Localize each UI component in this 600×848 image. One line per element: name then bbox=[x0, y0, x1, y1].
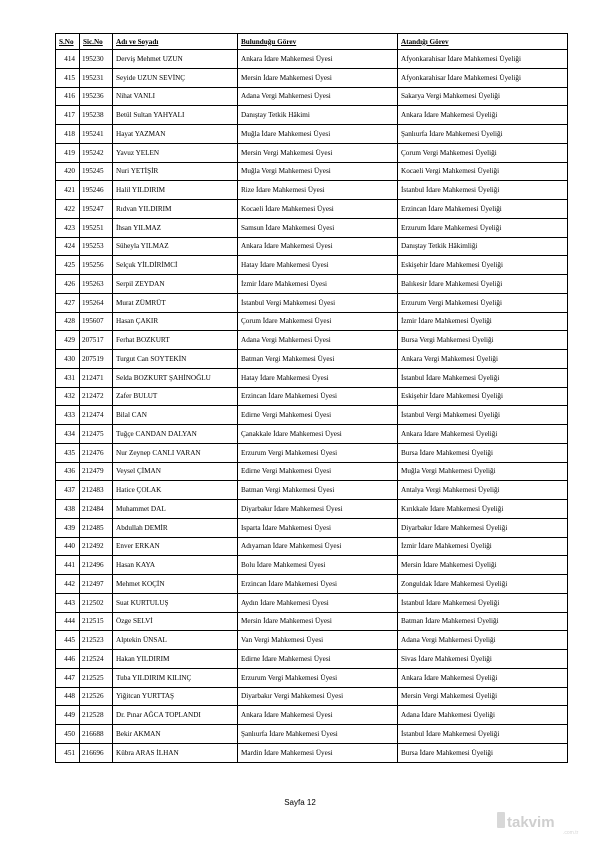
cell-assigned-position: Bursa İdare Mahkemesi Üyeliği bbox=[398, 443, 568, 462]
cell-current-position: Mersin İdare Mahkemesi Üyesi bbox=[238, 612, 398, 631]
cell-assigned-position: Antalya Vergi Mahkemesi Üyeliği bbox=[398, 481, 568, 500]
table-row bbox=[56, 143, 568, 162]
table-row bbox=[56, 275, 568, 294]
cell-assigned-position: İstanbul İdare Mahkemesi Üyeliği bbox=[398, 725, 568, 744]
cell-sicno: 195264 bbox=[80, 293, 113, 312]
cell-assigned-position: Ankara İdare Mahkemesi Üyeliği bbox=[398, 425, 568, 444]
cell-sno: 446 bbox=[56, 650, 80, 669]
cell-sno: 421 bbox=[56, 181, 80, 200]
cell-sicno: 212479 bbox=[80, 462, 113, 481]
table-row bbox=[56, 425, 568, 444]
cell-name: Özge SELVİ bbox=[113, 612, 238, 631]
cell-sicno: 212496 bbox=[80, 556, 113, 575]
cell-sno: 450 bbox=[56, 725, 80, 744]
cell-sicno: 195230 bbox=[80, 50, 113, 69]
cell-name: Rıdvan YILDIRIM bbox=[113, 200, 238, 219]
cell-sno: 444 bbox=[56, 612, 80, 631]
cell-sno: 416 bbox=[56, 87, 80, 106]
cell-sicno: 212474 bbox=[80, 406, 113, 425]
cell-sno: 422 bbox=[56, 200, 80, 219]
cell-name: Enver ERKAN bbox=[113, 537, 238, 556]
table-row bbox=[56, 556, 568, 575]
cell-sno: 442 bbox=[56, 575, 80, 594]
table-row bbox=[56, 462, 568, 481]
cell-name: Mehmet KOÇİN bbox=[113, 575, 238, 594]
cell-current-position: Diyarbakır Vergi Mahkemesi Üyesi bbox=[238, 687, 398, 706]
cell-assigned-position: İstanbul İdare Mahkemesi Üyeliği bbox=[398, 593, 568, 612]
cell-assigned-position: Erzincan İdare Mahkemesi Üyeliği bbox=[398, 200, 568, 219]
cell-sicno: 212525 bbox=[80, 668, 113, 687]
table-row bbox=[56, 387, 568, 406]
cell-name: Nihat VANLI bbox=[113, 87, 238, 106]
cell-name: Turgut Can SOYTEKİN bbox=[113, 350, 238, 369]
cell-name: Veysel ÇİMAN bbox=[113, 462, 238, 481]
cell-sno: 435 bbox=[56, 443, 80, 462]
cell-sicno: 195253 bbox=[80, 237, 113, 256]
cell-sicno: 212472 bbox=[80, 387, 113, 406]
table-row bbox=[56, 256, 568, 275]
cell-assigned-position: Mersin Vergi Mahkemesi Üyeliği bbox=[398, 687, 568, 706]
cell-name: Muhammet DAL bbox=[113, 500, 238, 519]
cell-current-position: Erzurum Vergi Mahkemesi Üyesi bbox=[238, 668, 398, 687]
table-row bbox=[56, 706, 568, 725]
table-row bbox=[56, 218, 568, 237]
cell-name: Seyide UZUN SEVİNÇ bbox=[113, 68, 238, 87]
cell-sicno: 207517 bbox=[80, 331, 113, 350]
cell-current-position: Mersin Vergi Mahkemesi Üyesi bbox=[238, 143, 398, 162]
page-number: Sayfa 12 bbox=[284, 798, 316, 807]
cell-sno: 424 bbox=[56, 237, 80, 256]
cell-name: Bilal CAN bbox=[113, 406, 238, 425]
cell-current-position: Ankara İdare Mahkemesi Üyesi bbox=[238, 237, 398, 256]
cell-name: Kübra ARAS İLHAN bbox=[113, 743, 238, 762]
cell-name: Murat ZÜMRÜT bbox=[113, 293, 238, 312]
table-row bbox=[56, 687, 568, 706]
cell-sno: 437 bbox=[56, 481, 80, 500]
cell-sicno: 212523 bbox=[80, 631, 113, 650]
cell-assigned-position: Balıkesir İdare Mahkemesi Üyeliği bbox=[398, 275, 568, 294]
cell-current-position: Erzurum Vergi Mahkemesi Üyesi bbox=[238, 443, 398, 462]
cell-current-position: İzmir İdare Mahkemesi Üyesi bbox=[238, 275, 398, 294]
cell-sno: 433 bbox=[56, 406, 80, 425]
cell-sicno: 195238 bbox=[80, 106, 113, 125]
cell-name: Selçuk YİLDİRİMCİ bbox=[113, 256, 238, 275]
cell-current-position: Edirne Vergi Mahkemesi Üyesi bbox=[238, 406, 398, 425]
cell-name: Serpil ZEYDAN bbox=[113, 275, 238, 294]
cell-name: Hakan YILDIRIM bbox=[113, 650, 238, 669]
table-row bbox=[56, 87, 568, 106]
cell-current-position: Isparta İdare Mahkemesi Üyesi bbox=[238, 518, 398, 537]
cell-sicno: 195607 bbox=[80, 312, 113, 331]
table-row bbox=[56, 331, 568, 350]
header-sicno: Sic.No bbox=[80, 34, 113, 50]
cell-current-position: Edirne İdare Mahkemesi Üyesi bbox=[238, 650, 398, 669]
cell-sno: 431 bbox=[56, 368, 80, 387]
cell-sno: 439 bbox=[56, 518, 80, 537]
cell-assigned-position: Afyonkarahisar İdare Mahkemesi Üyeliği bbox=[398, 50, 568, 69]
cell-sicno: 216696 bbox=[80, 743, 113, 762]
cell-name: Hasan KAYA bbox=[113, 556, 238, 575]
cell-sicno: 195242 bbox=[80, 143, 113, 162]
cell-sicno: 195245 bbox=[80, 162, 113, 181]
cell-current-position: Mardin İdare Mahkemesi Üyesi bbox=[238, 743, 398, 762]
cell-current-position: Adana Vergi Mahkemesi Üyesi bbox=[238, 331, 398, 350]
table-row bbox=[56, 443, 568, 462]
cell-assigned-position: İstanbul Vergi Mahkemesi Üyeliği bbox=[398, 406, 568, 425]
cell-sicno: 212475 bbox=[80, 425, 113, 444]
cell-name: İhsan YILMAZ bbox=[113, 218, 238, 237]
cell-sno: 451 bbox=[56, 743, 80, 762]
cell-assigned-position: Şanlıurfa İdare Mahkemesi Üyeliği bbox=[398, 125, 568, 144]
logo-mark bbox=[497, 812, 505, 828]
cell-sicno: 207519 bbox=[80, 350, 113, 369]
cell-current-position: Hatay İdare Mahkemesi Üyesi bbox=[238, 256, 398, 275]
cell-assigned-position: Bursa Vergi Mahkemesi Üyeliği bbox=[398, 331, 568, 350]
cell-current-position: Bolu İdare Mahkemesi Üyesi bbox=[238, 556, 398, 575]
cell-current-position: Rize İdare Mahkemesi Üyesi bbox=[238, 181, 398, 200]
cell-current-position: Kocaeli İdare Mahkemesi Üyesi bbox=[238, 200, 398, 219]
cell-name: Suat KURTULUŞ bbox=[113, 593, 238, 612]
table-row bbox=[56, 368, 568, 387]
cell-sno: 441 bbox=[56, 556, 80, 575]
table-row bbox=[56, 350, 568, 369]
cell-sno: 445 bbox=[56, 631, 80, 650]
cell-sicno: 195241 bbox=[80, 125, 113, 144]
cell-sno: 434 bbox=[56, 425, 80, 444]
cell-sno: 428 bbox=[56, 312, 80, 331]
cell-assigned-position: İzmir İdare Mahkemesi Üyeliği bbox=[398, 537, 568, 556]
table-row bbox=[56, 612, 568, 631]
cell-sno: 425 bbox=[56, 256, 80, 275]
cell-assigned-position: Adana Vergi Mahkemesi Üyeliği bbox=[398, 631, 568, 650]
table-row bbox=[56, 518, 568, 537]
cell-sno: 426 bbox=[56, 275, 80, 294]
table-row bbox=[56, 200, 568, 219]
cell-sno: 447 bbox=[56, 668, 80, 687]
table-row bbox=[56, 481, 568, 500]
cell-assigned-position: Mersin İdare Mahkemesi Üyeliği bbox=[398, 556, 568, 575]
takvim-logo bbox=[495, 806, 590, 838]
cell-assigned-position: Ankara İdare Mahkemesi Üyeliği bbox=[398, 106, 568, 125]
table-row bbox=[56, 293, 568, 312]
cell-name: Süheyla YILMAZ bbox=[113, 237, 238, 256]
cell-assigned-position: Çorum Vergi Mahkemesi Üyeliği bbox=[398, 143, 568, 162]
table-row bbox=[56, 537, 568, 556]
cell-current-position: Erzincan İdare Mahkemesi Üyesi bbox=[238, 387, 398, 406]
cell-sno: 420 bbox=[56, 162, 80, 181]
cell-current-position: Çorum İdare Mahkemesi Üyesi bbox=[238, 312, 398, 331]
header-sno: S.No bbox=[56, 34, 80, 50]
cell-assigned-position: Eskişehir İdare Mahkemesi Üyeliği bbox=[398, 387, 568, 406]
cell-current-position: Ankara İdare Mahkemesi Üyesi bbox=[238, 706, 398, 725]
cell-sicno: 212502 bbox=[80, 593, 113, 612]
cell-assigned-position: İstanbul İdare Mahkemesi Üyeliği bbox=[398, 181, 568, 200]
cell-sicno: 195251 bbox=[80, 218, 113, 237]
cell-assigned-position: Bursa İdare Mahkemesi Üyeliği bbox=[398, 743, 568, 762]
cell-assigned-position: Erzurum İdare Mahkemesi Üyeliği bbox=[398, 218, 568, 237]
cell-assigned-position: Sakarya Vergi Mahkemesi Üyeliği bbox=[398, 87, 568, 106]
table-row bbox=[56, 725, 568, 744]
cell-name: Hasan ÇAKIR bbox=[113, 312, 238, 331]
cell-name: Hayat YAZMAN bbox=[113, 125, 238, 144]
cell-sno: 449 bbox=[56, 706, 80, 725]
cell-sno: 414 bbox=[56, 50, 80, 69]
cell-current-position: Adana Vergi Mahkemesi Üyesi bbox=[238, 87, 398, 106]
cell-assigned-position: Diyarbakır İdare Mahkemesi Üyeliği bbox=[398, 518, 568, 537]
cell-sno: 432 bbox=[56, 387, 80, 406]
cell-name: Nur Zeynep CANLI VARAN bbox=[113, 443, 238, 462]
table-row bbox=[56, 50, 568, 69]
cell-assigned-position: Adana İdare Mahkemesi Üyeliği bbox=[398, 706, 568, 725]
cell-current-position: Diyarbakır İdare Mahkemesi Üyesi bbox=[238, 500, 398, 519]
cell-name: Zafer BULUT bbox=[113, 387, 238, 406]
cell-name: Halil YILDIRIM bbox=[113, 181, 238, 200]
table-row bbox=[56, 312, 568, 331]
cell-sno: 418 bbox=[56, 125, 80, 144]
cell-name: Ferhat BOZKURT bbox=[113, 331, 238, 350]
cell-assigned-position: Eskişehir İdare Mahkemesi Üyeliği bbox=[398, 256, 568, 275]
cell-assigned-position: İzmir İdare Mahkemesi Üyeliği bbox=[398, 312, 568, 331]
cell-sno: 415 bbox=[56, 68, 80, 87]
cell-assigned-position: Afyonkarahisar İdare Mahkemesi Üyeliği bbox=[398, 68, 568, 87]
cell-name: Yiğitcan YURTTAŞ bbox=[113, 687, 238, 706]
cell-current-position: Edirne Vergi Mahkemesi Üyesi bbox=[238, 462, 398, 481]
cell-sicno: 212484 bbox=[80, 500, 113, 519]
cell-current-position: Hatay İdare Mahkemesi Üyesi bbox=[238, 368, 398, 387]
cell-current-position: Mersin İdare Mahkemesi Üyesi bbox=[238, 68, 398, 87]
cell-sicno: 195247 bbox=[80, 200, 113, 219]
cell-name: Hatice ÇOLAK bbox=[113, 481, 238, 500]
cell-assigned-position: Ankara İdare Mahkemesi Üyeliği bbox=[398, 668, 568, 687]
table-row bbox=[56, 125, 568, 144]
cell-name: Tuğçe CANDAN DALYAN bbox=[113, 425, 238, 444]
cell-sicno: 195246 bbox=[80, 181, 113, 200]
cell-sno: 423 bbox=[56, 218, 80, 237]
table-row bbox=[56, 181, 568, 200]
table-row bbox=[56, 593, 568, 612]
cell-sicno: 212476 bbox=[80, 443, 113, 462]
cell-assigned-position: Batman İdare Mahkemesi Üyeliği bbox=[398, 612, 568, 631]
header-assigned-position: Atandığı Görev bbox=[398, 34, 568, 50]
logo-suffix: .com.tr bbox=[563, 830, 579, 836]
cell-sicno: 195256 bbox=[80, 256, 113, 275]
cell-name: Alptekin ÜNSAL bbox=[113, 631, 238, 650]
cell-current-position: Batman Vergi Mahkemesi Üyesi bbox=[238, 481, 398, 500]
cell-name: Tuba YILDIRIM KILINÇ bbox=[113, 668, 238, 687]
cell-name: Bekir AKMAN bbox=[113, 725, 238, 744]
cell-name: Selda BOZKURT ŞAHİNOĞLU bbox=[113, 368, 238, 387]
cell-current-position: Batman Vergi Mahkemesi Üyesi bbox=[238, 350, 398, 369]
table-row bbox=[56, 68, 568, 87]
cell-sno: 448 bbox=[56, 687, 80, 706]
cell-current-position: Şanlıurfa İdare Mahkemesi Üyesi bbox=[238, 725, 398, 744]
cell-sicno: 212526 bbox=[80, 687, 113, 706]
cell-sno: 438 bbox=[56, 500, 80, 519]
cell-assigned-position: Sivas İdare Mahkemesi Üyeliği bbox=[398, 650, 568, 669]
table-row bbox=[56, 500, 568, 519]
cell-current-position: Muğla Vergi Mahkemesi Üyesi bbox=[238, 162, 398, 181]
cell-sicno: 212471 bbox=[80, 368, 113, 387]
cell-name: Abdullah DEMİR bbox=[113, 518, 238, 537]
header-row bbox=[56, 34, 568, 50]
appointment-table bbox=[55, 33, 568, 763]
cell-sicno: 216688 bbox=[80, 725, 113, 744]
cell-sicno: 212528 bbox=[80, 706, 113, 725]
cell-sicno: 195263 bbox=[80, 275, 113, 294]
cell-sicno: 212492 bbox=[80, 537, 113, 556]
cell-sno: 443 bbox=[56, 593, 80, 612]
logo-text: takvim bbox=[507, 814, 555, 831]
cell-name: Nuri YETİŞİR bbox=[113, 162, 238, 181]
cell-sicno: 212524 bbox=[80, 650, 113, 669]
cell-sno: 427 bbox=[56, 293, 80, 312]
cell-assigned-position: Ankara Vergi Mahkemesi Üyeliği bbox=[398, 350, 568, 369]
cell-assigned-position: Erzurum Vergi Mahkemesi Üyeliği bbox=[398, 293, 568, 312]
cell-current-position: Danıştay Tetkik Hâkimi bbox=[238, 106, 398, 125]
table-row bbox=[56, 106, 568, 125]
cell-current-position: Samsun İdare Mahkemesi Üyesi bbox=[238, 218, 398, 237]
table-header bbox=[56, 34, 568, 50]
cell-current-position: İstanbul Vergi Mahkemesi Üyesi bbox=[238, 293, 398, 312]
cell-sno: 429 bbox=[56, 331, 80, 350]
cell-current-position: Çanakkale İdare Mahkemesi Üyesi bbox=[238, 425, 398, 444]
cell-name: Dr. Pınar AĞCA TOPLANDI bbox=[113, 706, 238, 725]
header-current-position: Bulunduğu Görev bbox=[238, 34, 398, 50]
cell-current-position: Adıyaman İdare Mahkemesi Üyesi bbox=[238, 537, 398, 556]
cell-assigned-position: Zonguldak İdare Mahkemesi Üyeliği bbox=[398, 575, 568, 594]
cell-sicno: 195231 bbox=[80, 68, 113, 87]
cell-current-position: Ankara İdare Mahkemesi Üyesi bbox=[238, 50, 398, 69]
cell-sicno: 212515 bbox=[80, 612, 113, 631]
cell-current-position: Muğla İdare Mahkemesi Üyesi bbox=[238, 125, 398, 144]
cell-sicno: 212497 bbox=[80, 575, 113, 594]
table-row bbox=[56, 631, 568, 650]
table-row bbox=[56, 743, 568, 762]
table-row bbox=[56, 668, 568, 687]
cell-assigned-position: Kırıkkale İdare Mahkemesi Üyeliği bbox=[398, 500, 568, 519]
cell-current-position: Aydın İdare Mahkemesi Üyesi bbox=[238, 593, 398, 612]
cell-sno: 419 bbox=[56, 143, 80, 162]
cell-name: Derviş Mehmet UZUN bbox=[113, 50, 238, 69]
cell-current-position: Van Vergi Mahkemesi Üyesi bbox=[238, 631, 398, 650]
cell-name: Betül Sultan YAHYALI bbox=[113, 106, 238, 125]
cell-current-position: Erzincan İdare Mahkemesi Üyesi bbox=[238, 575, 398, 594]
table-row bbox=[56, 575, 568, 594]
cell-assigned-position: Muğla Vergi Mahkemesi Üyeliği bbox=[398, 462, 568, 481]
cell-sno: 417 bbox=[56, 106, 80, 125]
table-row bbox=[56, 406, 568, 425]
cell-sno: 440 bbox=[56, 537, 80, 556]
cell-assigned-position: Danıştay Tetkik Hâkimliği bbox=[398, 237, 568, 256]
cell-sicno: 212485 bbox=[80, 518, 113, 537]
cell-sicno: 212483 bbox=[80, 481, 113, 500]
cell-assigned-position: İstanbul İdare Mahkemesi Üyeliği bbox=[398, 368, 568, 387]
cell-sicno: 195236 bbox=[80, 87, 113, 106]
table-row bbox=[56, 237, 568, 256]
table-row bbox=[56, 650, 568, 669]
header-name: Adı ve Soyadı bbox=[113, 34, 238, 50]
table-row bbox=[56, 162, 568, 181]
cell-sno: 436 bbox=[56, 462, 80, 481]
cell-sno: 430 bbox=[56, 350, 80, 369]
cell-name: Yavuz YELEN bbox=[113, 143, 238, 162]
table-body bbox=[56, 50, 568, 763]
cell-assigned-position: Kocaeli Vergi Mahkemesi Üyeliği bbox=[398, 162, 568, 181]
